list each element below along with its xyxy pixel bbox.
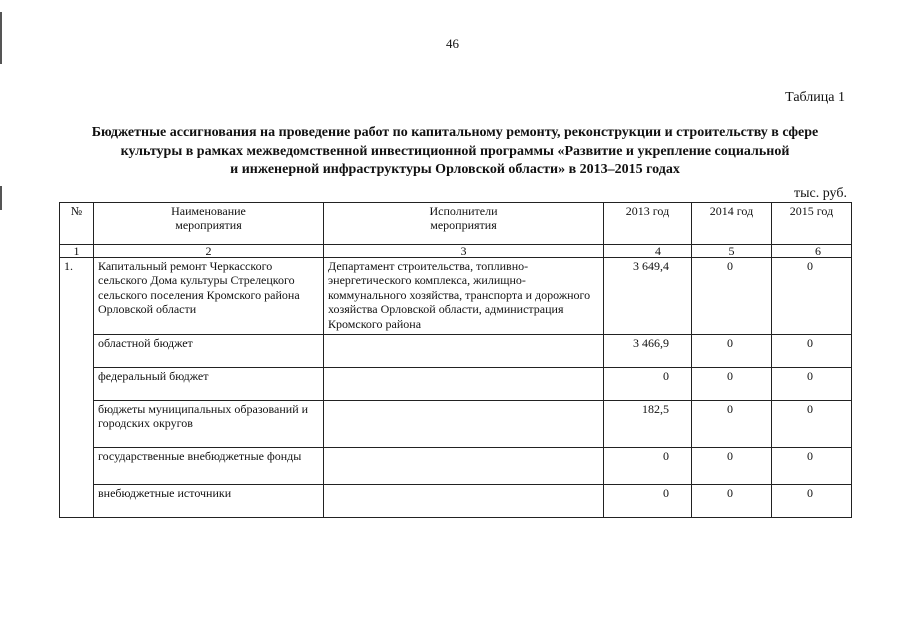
source-name: государственные внебюджетные фонды	[94, 448, 324, 485]
column-index: 1	[60, 245, 94, 258]
value-2013: 0	[604, 485, 692, 518]
header-2015: 2015 год	[772, 203, 852, 245]
header-2013: 2013 год	[604, 203, 692, 245]
column-index: 6	[772, 245, 852, 258]
project-executor: Департамент строительства, топливно-энергетического комплекса, жилищно-коммунального хозяйства, транспорта и дорожного хозяйства Орловской области, администрация Кромского района	[324, 258, 604, 335]
value-2014: 0	[692, 258, 772, 335]
source-executor	[324, 368, 604, 401]
header-2014: 2014 год	[692, 203, 772, 245]
source-name: федеральный бюджет	[94, 368, 324, 401]
value-2013: 3 466,9	[604, 335, 692, 368]
column-index-row	[60, 245, 852, 258]
table-row	[60, 485, 852, 518]
table-row	[60, 448, 852, 485]
title-line-2: культуры в рамках межведомственной инвестиционной программы «Развитие и укрепление социальной	[120, 143, 790, 159]
value-2014: 0	[692, 401, 772, 448]
column-index: 5	[692, 245, 772, 258]
page-number: 46	[446, 36, 459, 51]
column-index: 4	[604, 245, 692, 258]
table-row	[60, 401, 852, 448]
header-number: №	[60, 203, 94, 245]
budget-table	[59, 202, 852, 518]
value-2015: 0	[772, 258, 852, 335]
table-row	[60, 368, 852, 401]
units-label: тыс. руб.	[794, 186, 847, 201]
document-title	[60, 124, 850, 180]
value-2013: 0	[604, 368, 692, 401]
value-2014: 0	[692, 485, 772, 518]
table-label: Таблица 1	[785, 90, 845, 105]
source-name: областной бюджет	[94, 335, 324, 368]
source-executor	[324, 401, 604, 448]
source-executor	[324, 335, 604, 368]
value-2015: 0	[772, 401, 852, 448]
project-number: 1.	[60, 258, 94, 518]
value-2015: 0	[772, 368, 852, 401]
header-executor: Исполнители мероприятия	[324, 203, 604, 245]
value-2014: 0	[692, 335, 772, 368]
source-executor	[324, 448, 604, 485]
column-index: 2	[94, 245, 324, 258]
table-row	[60, 335, 852, 368]
table-header-row	[60, 203, 852, 245]
source-name: бюджеты муниципальных образований и городских округов	[94, 401, 324, 448]
title-line-1: Бюджетные ассигнования на проведение работ по капитальному ремонту, реконструкции и строительству в сфере	[91, 125, 819, 140]
source-name: внебюджетные источники	[94, 485, 324, 518]
value-2015: 0	[772, 335, 852, 368]
table-row	[60, 258, 852, 335]
title-line-3: и инженерной инфраструктуры Орловской области» в 2013–2015 годах	[230, 162, 680, 177]
value-2014: 0	[692, 448, 772, 485]
value-2015: 0	[772, 485, 852, 518]
value-2014: 0	[692, 368, 772, 401]
value-2015: 0	[772, 448, 852, 485]
value-2013: 0	[604, 448, 692, 485]
value-2013: 182,5	[604, 401, 692, 448]
header-name: Наименование мероприятия	[94, 203, 324, 245]
project-name: Капитальный ремонт Черкасского сельского Дома культуры Стрелецкого сельского поселения Кромского района Орловской области	[94, 258, 324, 335]
source-executor	[324, 485, 604, 518]
column-index: 3	[324, 245, 604, 258]
value-2013: 3 649,4	[604, 258, 692, 335]
scan-edge-mark	[0, 186, 2, 210]
